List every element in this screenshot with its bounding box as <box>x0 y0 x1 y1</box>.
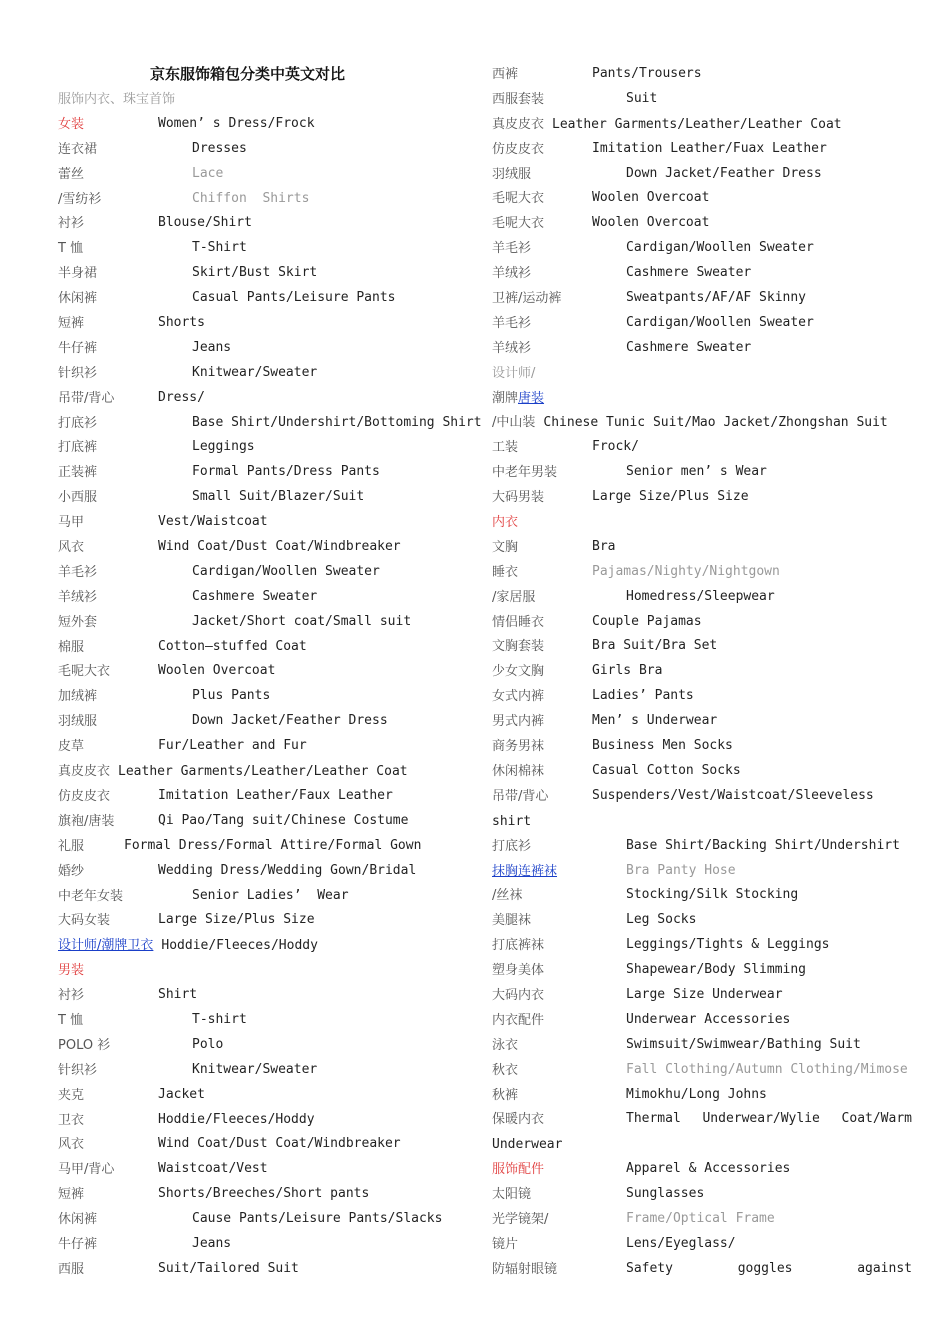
right-category-row <box>492 336 912 361</box>
category-name-zh: 潮牌 <box>492 390 519 406</box>
category-name-en: Jacket <box>158 1086 205 1102</box>
category-name-en: Senior men’ s Wear <box>626 464 767 480</box>
category-name-en: Formal Dress/Formal Attire/Formal Gown <box>124 837 422 853</box>
left-category-row <box>58 485 478 510</box>
category-name-en: Suspenders/Vest/Waistcoat/Sleeveless <box>592 787 874 803</box>
right-category-row <box>492 510 912 535</box>
category-name-zh: 防辐射眼镜 <box>492 1261 558 1277</box>
left-category-row <box>58 659 478 684</box>
category-name-en: Imitation Leather/Fuax Leather <box>592 140 827 156</box>
category-name-en: Cardigan/Woollen Sweater <box>626 240 814 256</box>
category-name-zh: 半身裙 <box>58 266 98 282</box>
category-name-zh: 卫裤/运动裤 <box>492 291 562 307</box>
category-name-zh: 美腿袜 <box>492 913 532 929</box>
category-name-en: Lens/Eyeglass/ <box>626 1235 736 1251</box>
category-name-zh: 针织衫 <box>58 365 98 381</box>
category-name-zh: T 恤 <box>58 1012 84 1028</box>
category-name-zh: 男装 <box>58 963 85 979</box>
right-category-row <box>492 1257 912 1282</box>
left-category-row <box>58 635 478 660</box>
category-name-zh: 衬衫 <box>58 988 85 1004</box>
left-category-row <box>58 1232 478 1257</box>
right-category-row <box>492 883 912 908</box>
right-category-row <box>492 684 912 709</box>
category-name-en: Woolen Overcoat <box>592 215 710 231</box>
category-name-en: Leather Garments/Leather/Leather Coat <box>118 764 408 780</box>
category-name-zh: 皮草 <box>58 739 85 755</box>
category-name-en: Cashmere Sweater <box>626 265 752 281</box>
category-name-zh: 羽绒服 <box>492 166 532 182</box>
category-name-zh: 礼服 <box>58 838 85 854</box>
category-name-zh: /中山装 <box>492 415 536 431</box>
category-name-en: Jeans <box>192 1235 232 1251</box>
category-name-en: Suit <box>626 90 658 106</box>
category-name-en: Skirt/Bust Skirt <box>192 265 318 281</box>
category-name-zh: /丝袜 <box>492 888 523 904</box>
right-category-row <box>492 834 912 859</box>
right-category-row <box>492 186 912 211</box>
category-name-zh: 羊毛衫 <box>492 315 532 331</box>
left-category-row <box>58 261 478 286</box>
category-name-en: Leg Socks <box>626 912 697 928</box>
right-category-row <box>492 659 912 684</box>
category-name-en: Sunglasses <box>626 1186 705 1202</box>
left-category-row <box>58 460 478 485</box>
category-name-zh: 少女文胸 <box>492 664 545 680</box>
category-name-en: Men’ s Underwear <box>592 713 718 729</box>
category-name-zh: 羊绒衫 <box>492 340 532 356</box>
right-category-row <box>492 933 912 958</box>
category-name-zh: 小西服 <box>58 490 98 506</box>
left-category-row <box>58 386 478 411</box>
category-name-en: Plus Pants <box>192 688 271 704</box>
right-category-row <box>492 560 912 585</box>
right-category-row <box>492 211 912 236</box>
left-category-row <box>58 361 478 386</box>
category-name-zh: 夹克 <box>58 1087 85 1103</box>
left-category-row <box>58 187 478 212</box>
right-category-row <box>492 1058 912 1083</box>
right-category-row <box>492 1207 912 1232</box>
category-name-zh: 服饰配件 <box>492 1162 545 1178</box>
left-category-row <box>58 908 478 933</box>
category-name-zh: 羽绒服 <box>58 714 98 730</box>
category-name-zh: 针织衫 <box>58 1062 98 1078</box>
category-name-zh: 女装 <box>58 116 85 132</box>
category-name-zh: 镜片 <box>492 1236 519 1252</box>
left-category-row <box>58 1033 478 1058</box>
category-name-zh: 短裤 <box>58 316 85 332</box>
category-name-zh: 羊绒衫 <box>58 589 98 605</box>
category-name-en: Ladies’ Pants <box>592 688 694 704</box>
category-name-zh: 休闲裤 <box>58 1212 98 1228</box>
right-category-row <box>492 162 912 187</box>
right-category-row <box>492 610 912 635</box>
category-name-en: Jacket/Short coat/Small suit <box>192 613 412 629</box>
category-name-en: Cause Pants/Leisure Pants/Slacks <box>192 1211 443 1227</box>
category-name-en: Cashmere Sweater <box>192 588 318 604</box>
category-name-en: Frame/Optical Frame <box>626 1210 775 1226</box>
right-category-row <box>492 460 912 485</box>
category-name-en: Casual Cotton Socks <box>592 762 741 778</box>
left-category-row <box>58 1182 478 1207</box>
category-name-en: Shorts/Breeches/Short pants <box>158 1186 370 1202</box>
category-name-en: Cardigan/Woollen Sweater <box>626 314 814 330</box>
category-name-zh: 西裤 <box>492 67 519 82</box>
right-category-row <box>492 1008 912 1033</box>
left-category-row <box>58 560 478 585</box>
category-name-zh: 女式内裤 <box>492 689 545 705</box>
left-category-row <box>58 734 478 759</box>
category-name-zh: 男式内裤 <box>492 714 545 730</box>
right-category-row <box>492 112 912 137</box>
category-name-en: Wind Coat/Dust Coat/Windbreaker <box>158 1136 401 1152</box>
left-category-row <box>58 809 478 834</box>
category-name-en: Senior Ladies’ Wear <box>192 887 349 903</box>
left-column <box>58 62 482 1282</box>
category-name-zh: 太阳镜 <box>492 1187 532 1203</box>
category-name-zh: 文胸 <box>492 539 519 555</box>
category-name-en: Woolen Overcoat <box>158 663 276 679</box>
category-name-zh: 羊毛衫 <box>492 241 532 257</box>
right-category-row <box>492 1107 912 1132</box>
category-name-zh: 加绒裤 <box>58 689 98 705</box>
right-category-row <box>492 1182 912 1207</box>
category-name-zh: 打底裤袜 <box>492 938 545 954</box>
right-category-row <box>492 1132 912 1157</box>
left-category-row <box>58 933 478 958</box>
category-name-en: Stocking/Silk Stocking <box>626 887 799 903</box>
category-name-zh: 休闲棉袜 <box>492 763 545 779</box>
category-name-zh: 塑身美体 <box>492 963 545 979</box>
category-name-en: Wind Coat/Dust Coat/Windbreaker <box>158 539 401 555</box>
right-category-row <box>492 535 912 560</box>
category-name-zh: 睡衣 <box>492 564 519 580</box>
category-name-en: Chinese Tunic Suit/Mao Jacket/Zhongshan Suit <box>543 415 888 431</box>
category-name-en: Down Jacket/Feather Dress <box>192 713 388 729</box>
category-name-en: Lace <box>192 165 224 181</box>
category-name-zh: 秋衣 <box>492 1062 519 1078</box>
category-name-zh: 真皮皮衣 <box>492 116 545 132</box>
category-name-en: Leather Garments/Leather/Leather Coat <box>552 116 842 132</box>
category-name-zh: POLO 衫 <box>58 1037 111 1053</box>
right-category-row <box>492 386 912 411</box>
category-name-zh: 大码内衣 <box>492 987 545 1003</box>
category-name-zh: 内衣 <box>492 515 519 531</box>
category-name-en: Formal Pants/Dress Pants <box>192 464 380 480</box>
category-name-en: Suit/Tailored Suit <box>158 1260 299 1276</box>
left-category-row <box>58 610 478 635</box>
category-name-zh: 毛呢大衣 <box>58 664 111 680</box>
right-category-row <box>492 983 912 1008</box>
category-name-en: Knitwear/Sweater <box>192 1061 318 1077</box>
category-name-en: Qi Pao/Tang suit/Chinese Costume <box>158 812 409 828</box>
category-name-en: Pants/Trousers <box>592 66 702 81</box>
category-name-zh: 休闲裤 <box>58 291 98 307</box>
category-name-zh: 打底衫 <box>58 415 98 431</box>
left-category-row <box>58 87 478 112</box>
category-name-en: Polo <box>192 1036 224 1052</box>
category-name-zh: 秋裤 <box>492 1087 519 1103</box>
left-category-row <box>58 585 478 610</box>
category-name-en: Down Jacket/Feather Dress <box>626 165 822 181</box>
left-category-row <box>58 784 478 809</box>
category-name-en: Underwear Accessories <box>626 1011 791 1027</box>
left-category-row <box>58 112 478 137</box>
category-name-zh: 中老年女装 <box>58 888 124 904</box>
category-name-zh: 商务男袜 <box>492 739 545 755</box>
left-category-row <box>58 311 478 336</box>
category-name-zh: 服饰内衣、珠宝首饰 <box>58 92 176 107</box>
category-name-zh: 大码男装 <box>492 490 545 506</box>
left-category-row <box>58 236 478 261</box>
category-name-zh: 真皮皮衣 <box>58 764 111 780</box>
category-name-zh: /家居服 <box>492 589 536 605</box>
category-name-zh: 风衣 <box>58 540 85 556</box>
category-name-en: Underwear <box>492 1137 563 1153</box>
category-name-en: Thermal Underwear/Wylie Coat/Warm <box>626 1111 912 1127</box>
right-category-row <box>492 585 912 610</box>
right-category-row <box>492 1083 912 1108</box>
category-name-zh: 短外套 <box>58 614 98 630</box>
right-category-row <box>492 236 912 261</box>
left-category-row <box>58 1157 478 1182</box>
right-category-row <box>492 734 912 759</box>
right-category-row <box>492 1232 912 1257</box>
category-name-en: T-Shirt <box>192 240 247 256</box>
category-name-zh: 衬衫 <box>58 216 85 232</box>
category-name-zh: 正装裤 <box>58 465 98 481</box>
left-category-row <box>58 1083 478 1108</box>
right-category-row <box>492 859 912 884</box>
right-category-row <box>492 485 912 510</box>
left-category-row <box>58 1132 478 1157</box>
category-name-en: Leggings <box>192 439 255 455</box>
category-name-zh: 工装 <box>492 440 519 456</box>
category-name-en: Sweatpants/AF/AF Skinny <box>626 290 807 306</box>
category-name-en: Shapewear/Body Slimming <box>626 962 807 978</box>
category-name-zh: 毛呢大衣 <box>492 216 545 232</box>
left-category-row <box>58 435 478 460</box>
category-name-en: Imitation Leather/Faux Leather <box>158 787 393 803</box>
category-name-en: Large Size/Plus Size <box>592 489 749 505</box>
category-name-en: Fall Clothing/Autumn Clothing/Mimose <box>626 1061 908 1077</box>
category-name-zh: 文胸套装 <box>492 639 545 655</box>
left-category-row <box>58 684 478 709</box>
category-name-zh: /雪纺衫 <box>58 191 102 207</box>
right-category-row <box>492 634 912 659</box>
right-category-row <box>492 709 912 734</box>
category-name-zh: 中老年男装 <box>492 465 558 481</box>
category-name-en: Casual Pants/Leisure Pants <box>192 290 396 306</box>
category-name-en: Shorts <box>158 315 205 331</box>
category-name-zh: 吊带/背心 <box>492 788 549 804</box>
category-name-zh: 蕾丝 <box>58 166 85 182</box>
category-name-en: Safety goggles against <box>626 1260 912 1276</box>
category-name-en: Fur/Leather and Fur <box>158 738 307 754</box>
category-name-zh: 婚纱 <box>58 863 85 879</box>
right-category-row <box>492 410 912 435</box>
category-name-en: Hoddie/Fleeces/Hoddy <box>161 938 318 954</box>
right-column <box>492 62 912 1282</box>
category-name-en: Base Shirt/Undershirt/Bottoming Shirt <box>192 414 482 430</box>
category-name-zh: 羊绒衫 <box>492 266 532 282</box>
category-name-en: Small Suit/Blazer/Suit <box>192 489 365 505</box>
category-link-zh[interactable]: 设计师/潮牌卫衣 <box>58 938 154 954</box>
left-category-row <box>58 211 478 236</box>
left-category-row <box>58 834 478 859</box>
left-category-row <box>58 859 478 884</box>
category-name-zh: 保暖内衣 <box>492 1112 545 1128</box>
category-name-zh: 卫衣 <box>58 1112 85 1128</box>
category-name-en: Swimsuit/Swimwear/Bathing Suit <box>626 1036 861 1052</box>
right-category-row <box>492 435 912 460</box>
left-category-row <box>58 958 478 983</box>
left-category-row <box>58 1207 478 1232</box>
category-name-en: Leggings/Tights & Leggings <box>626 937 830 953</box>
right-category-row <box>492 809 912 834</box>
category-name-zh: 仿皮皮衣 <box>492 141 545 157</box>
right-category-row <box>492 1033 912 1058</box>
right-category-row <box>492 137 912 162</box>
category-name-en: Waistcoat/Vest <box>158 1161 268 1177</box>
left-category-row <box>58 336 478 361</box>
category-name-en: Knitwear/Sweater <box>192 364 318 380</box>
category-name-zh: 设计师/ <box>492 365 536 381</box>
left-category-row <box>58 759 478 784</box>
category-name-zh: 羊毛衫 <box>58 564 98 580</box>
category-name-en: Shirt <box>158 987 198 1003</box>
left-category-row <box>58 510 478 535</box>
category-name-en: Mimokhu/Long Johns <box>626 1086 767 1102</box>
category-name-zh: 风衣 <box>58 1137 85 1153</box>
category-link-zh[interactable]: 抹胸连裤袜 <box>492 863 558 879</box>
left-category-row <box>58 137 478 162</box>
category-name-zh: 连衣裙 <box>58 141 98 157</box>
right-category-row <box>492 361 912 386</box>
right-category-row <box>492 1157 912 1182</box>
category-name-zh: 牛仔裤 <box>58 340 98 356</box>
category-name-zh: 仿皮皮衣 <box>58 788 111 804</box>
left-category-row <box>58 1257 478 1282</box>
category-name-en: Bra <box>592 538 616 554</box>
page-title: 京东服饰箱包分类中英文对比 <box>150 65 346 83</box>
right-category-row <box>492 62 912 87</box>
left-category-row <box>58 1058 478 1083</box>
category-name-en: Dress/ <box>158 389 205 405</box>
category-name-en: Dresses <box>192 140 247 156</box>
right-category-row <box>492 784 912 809</box>
category-name-zh: 内衣配件 <box>492 1012 545 1028</box>
left-category-row <box>58 286 478 311</box>
category-name-zh: 短裤 <box>58 1187 85 1203</box>
category-name-zh: 泳衣 <box>492 1037 519 1053</box>
category-name-en: Blouse/Shirt <box>158 215 252 231</box>
category-name-zh: 打底裤 <box>58 440 98 456</box>
category-name-en: Jeans <box>192 339 232 355</box>
category-name-en: Wedding Dress/Wedding Gown/Bridal <box>158 862 417 878</box>
category-name-en: Pajamas/Nighty/Nightgown <box>592 563 780 579</box>
category-name-en: Bra Suit/Bra Set <box>592 638 718 654</box>
category-link-zh[interactable]: 唐装 <box>518 390 545 406</box>
right-category-row <box>492 286 912 311</box>
category-name-zh: 马甲 <box>58 515 85 531</box>
category-name-en: Cotton—stuffed Coat <box>158 638 307 654</box>
category-name-zh: 大码女装 <box>58 913 111 929</box>
category-name-en: Business Men Socks <box>592 738 733 754</box>
category-name-en: T-shirt <box>192 1011 247 1027</box>
left-category-row <box>58 411 482 436</box>
category-name-en: Large Size/Plus Size <box>158 912 315 928</box>
category-name-zh: 牛仔裤 <box>58 1236 98 1252</box>
category-name-en: Women’ s Dress/Frock <box>158 115 315 131</box>
category-name-zh: 光学镜架/ <box>492 1211 549 1227</box>
left-category-row <box>58 1108 478 1133</box>
category-name-zh: T 恤 <box>58 241 84 257</box>
category-name-en: Woolen Overcoat <box>592 190 710 206</box>
left-category-row <box>58 884 478 909</box>
category-name-zh: 西服套装 <box>492 91 545 107</box>
category-name-zh: 情侣睡衣 <box>492 614 545 630</box>
left-category-row <box>58 535 478 560</box>
category-name-zh: 马甲/背心 <box>58 1162 115 1178</box>
category-name-zh: 旗袍/唐装 <box>58 813 115 829</box>
category-name-en: shirt <box>492 813 532 829</box>
category-name-en: Bra Panty Hose <box>626 862 736 878</box>
category-name-en: Chiffon Shirts <box>192 190 310 206</box>
category-name-en: Homedress/Sleepwear <box>626 588 775 604</box>
right-category-row <box>492 311 912 336</box>
right-category-row <box>492 261 912 286</box>
category-name-zh: 打底衫 <box>492 838 532 854</box>
left-category-row <box>58 709 478 734</box>
right-category-row <box>492 908 912 933</box>
category-name-zh: 吊带/背心 <box>58 390 115 406</box>
category-name-en: Large Size Underwear <box>626 986 783 1002</box>
right-category-row <box>492 87 912 112</box>
category-name-zh: 西服 <box>58 1261 85 1277</box>
category-name-zh: 棉服 <box>58 639 85 655</box>
category-name-en: Hoddie/Fleeces/Hoddy <box>158 1111 315 1127</box>
category-name-en: Base Shirt/Backing Shirt/Undershirt <box>626 837 900 853</box>
category-name-en: Frock/ <box>592 439 639 455</box>
category-name-en: Couple Pajamas <box>592 613 702 629</box>
left-category-row <box>58 162 478 187</box>
right-category-row <box>492 958 912 983</box>
left-category-row <box>58 983 478 1008</box>
category-name-zh: 毛呢大衣 <box>492 191 545 207</box>
category-name-en: Apparel & Accessories <box>626 1161 791 1177</box>
right-category-row <box>492 759 912 784</box>
left-category-row <box>58 1008 478 1033</box>
category-name-en: Cashmere Sweater <box>626 339 752 355</box>
category-name-en: Cardigan/Woollen Sweater <box>192 563 380 579</box>
category-name-en: Girls Bra <box>592 663 663 679</box>
category-name-en: Vest/Waistcoat <box>158 514 268 530</box>
